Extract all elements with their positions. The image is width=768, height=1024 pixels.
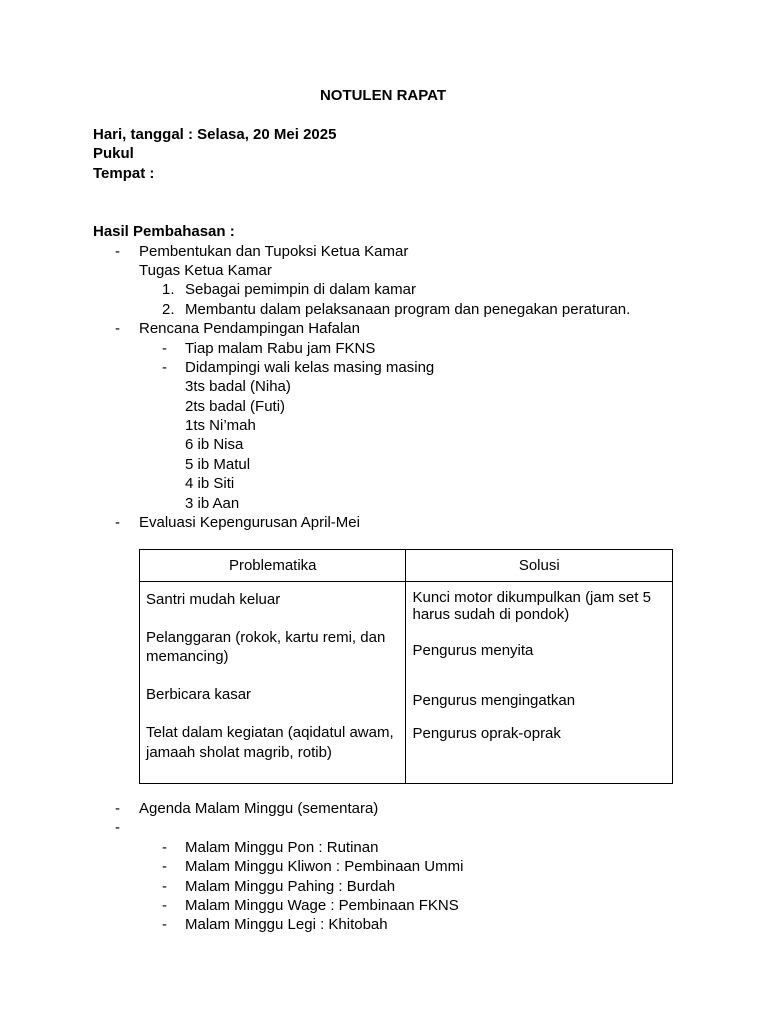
item-text: Malam Minggu Wage : Pembinaan FKNS xyxy=(185,896,459,914)
item-text: Malam Minggu Kliwon : Pembinaan Ummi xyxy=(185,858,464,876)
section-pendampingan xyxy=(93,319,683,338)
hasil-pembahasan-heading: Hasil Pembahasan : xyxy=(93,223,235,241)
list-item xyxy=(93,280,683,299)
list-item xyxy=(93,300,683,319)
class-line xyxy=(93,494,683,513)
meta-hari-tanggal: Hari, tanggal : Selasa, 20 Mei 2025 xyxy=(93,126,337,143)
class-line xyxy=(93,397,683,416)
section-title: Rencana Pendampingan Hafalan xyxy=(139,320,360,338)
class-text: 6 ib Nisa xyxy=(185,436,244,454)
table-row xyxy=(140,582,673,784)
item-number: 1. xyxy=(162,281,175,299)
class-text: 1ts Ni’mah xyxy=(185,417,256,435)
bullet-dash: - xyxy=(115,242,120,260)
class-line xyxy=(93,435,683,454)
document-page xyxy=(93,86,683,532)
solution-text: Pengurus mengingatkan xyxy=(412,691,576,709)
item-text: Sebagai pemimpin di dalam kamar xyxy=(185,281,416,299)
bullet-dash: - xyxy=(162,358,167,376)
problems-cell xyxy=(140,582,406,784)
class-text: 2ts badal (Futi) xyxy=(185,397,286,415)
section-agenda xyxy=(93,799,683,818)
item-text: Malam Minggu Pahing : Burdah xyxy=(185,877,396,895)
item-number: 2. xyxy=(162,300,175,318)
class-text: 5 ib Matul xyxy=(185,455,251,473)
class-line xyxy=(93,416,683,435)
document-title: NOTULEN RAPAT xyxy=(319,87,447,104)
bullet-dash: - xyxy=(115,800,120,817)
problem-text: Telat dalam kegiatan (aqidatul awam, jamaah sholat magrib, rotib) xyxy=(146,724,394,761)
solution-text: Kunci motor dikumpulkan (jam set 5 harus sudah di pondok) xyxy=(412,589,651,623)
list-item xyxy=(93,838,683,857)
solution-text: Pengurus oprak-oprak xyxy=(412,725,561,743)
meeting-meta xyxy=(93,125,683,183)
bullet-dash: - xyxy=(162,858,167,876)
class-text: 3 ib Aan xyxy=(185,494,240,512)
meta-tempat: Tempat : xyxy=(93,164,155,182)
item-text: Didampingi wali kelas masing masing xyxy=(185,358,435,376)
class-line xyxy=(93,474,683,493)
item-text: Malam Minggu Legi : Khitobah xyxy=(185,916,388,934)
class-line xyxy=(93,377,683,396)
section-title: Evaluasi Kepengurusan April-Mei xyxy=(139,514,360,532)
list-item xyxy=(93,358,683,377)
bullet-dash: - xyxy=(162,916,167,934)
problem-text: Santri mudah keluar xyxy=(146,591,281,608)
meta-pukul: Pukul xyxy=(93,145,134,163)
bullet-dash: - xyxy=(115,320,120,338)
list-item xyxy=(93,339,683,358)
section-subtitle: Tugas Ketua Kamar xyxy=(139,261,272,279)
list-item xyxy=(93,857,683,876)
solution-text: Pengurus menyita xyxy=(412,642,534,659)
bullet-dash: - xyxy=(162,838,167,856)
section-title: Agenda Malam Minggu (sementara) xyxy=(139,800,379,817)
list-item xyxy=(93,915,683,934)
table-header-row xyxy=(140,550,673,582)
list-item xyxy=(93,877,683,896)
bullet-dash: - xyxy=(115,819,120,837)
bullet-dash: - xyxy=(115,514,120,532)
section-pembentukan xyxy=(93,242,683,261)
lower-section xyxy=(93,799,683,935)
item-text: Membantu dalam pelaksanaan program dan penegakan peraturan. xyxy=(185,300,631,318)
empty-bullet-row xyxy=(93,818,683,837)
class-line xyxy=(93,455,683,474)
bullet-dash: - xyxy=(162,339,167,357)
bullet-dash: - xyxy=(162,877,167,895)
item-text: Tiap malam Rabu jam FKNS xyxy=(185,339,376,357)
section-subtitle-row xyxy=(93,261,683,280)
class-text: 4 ib Siti xyxy=(185,475,235,493)
bullet-dash: - xyxy=(162,896,167,914)
section-title: Pembentukan dan Tupoksi Ketua Kamar xyxy=(139,242,409,260)
problem-text: Pelanggaran (rokok, kartu remi, dan memancing) xyxy=(146,628,386,666)
class-text: 3ts badal (Niha) xyxy=(185,378,291,396)
solutions-cell xyxy=(406,582,673,784)
evaluation-table xyxy=(139,549,673,784)
problem-text: Berbicara kasar xyxy=(146,685,252,703)
section-evaluasi xyxy=(93,513,683,532)
list-item xyxy=(93,896,683,915)
header-problematika: Problematika xyxy=(140,550,406,582)
item-text: Malam Minggu Pon : Rutinan xyxy=(185,838,379,856)
header-solusi: Solusi xyxy=(406,550,673,582)
